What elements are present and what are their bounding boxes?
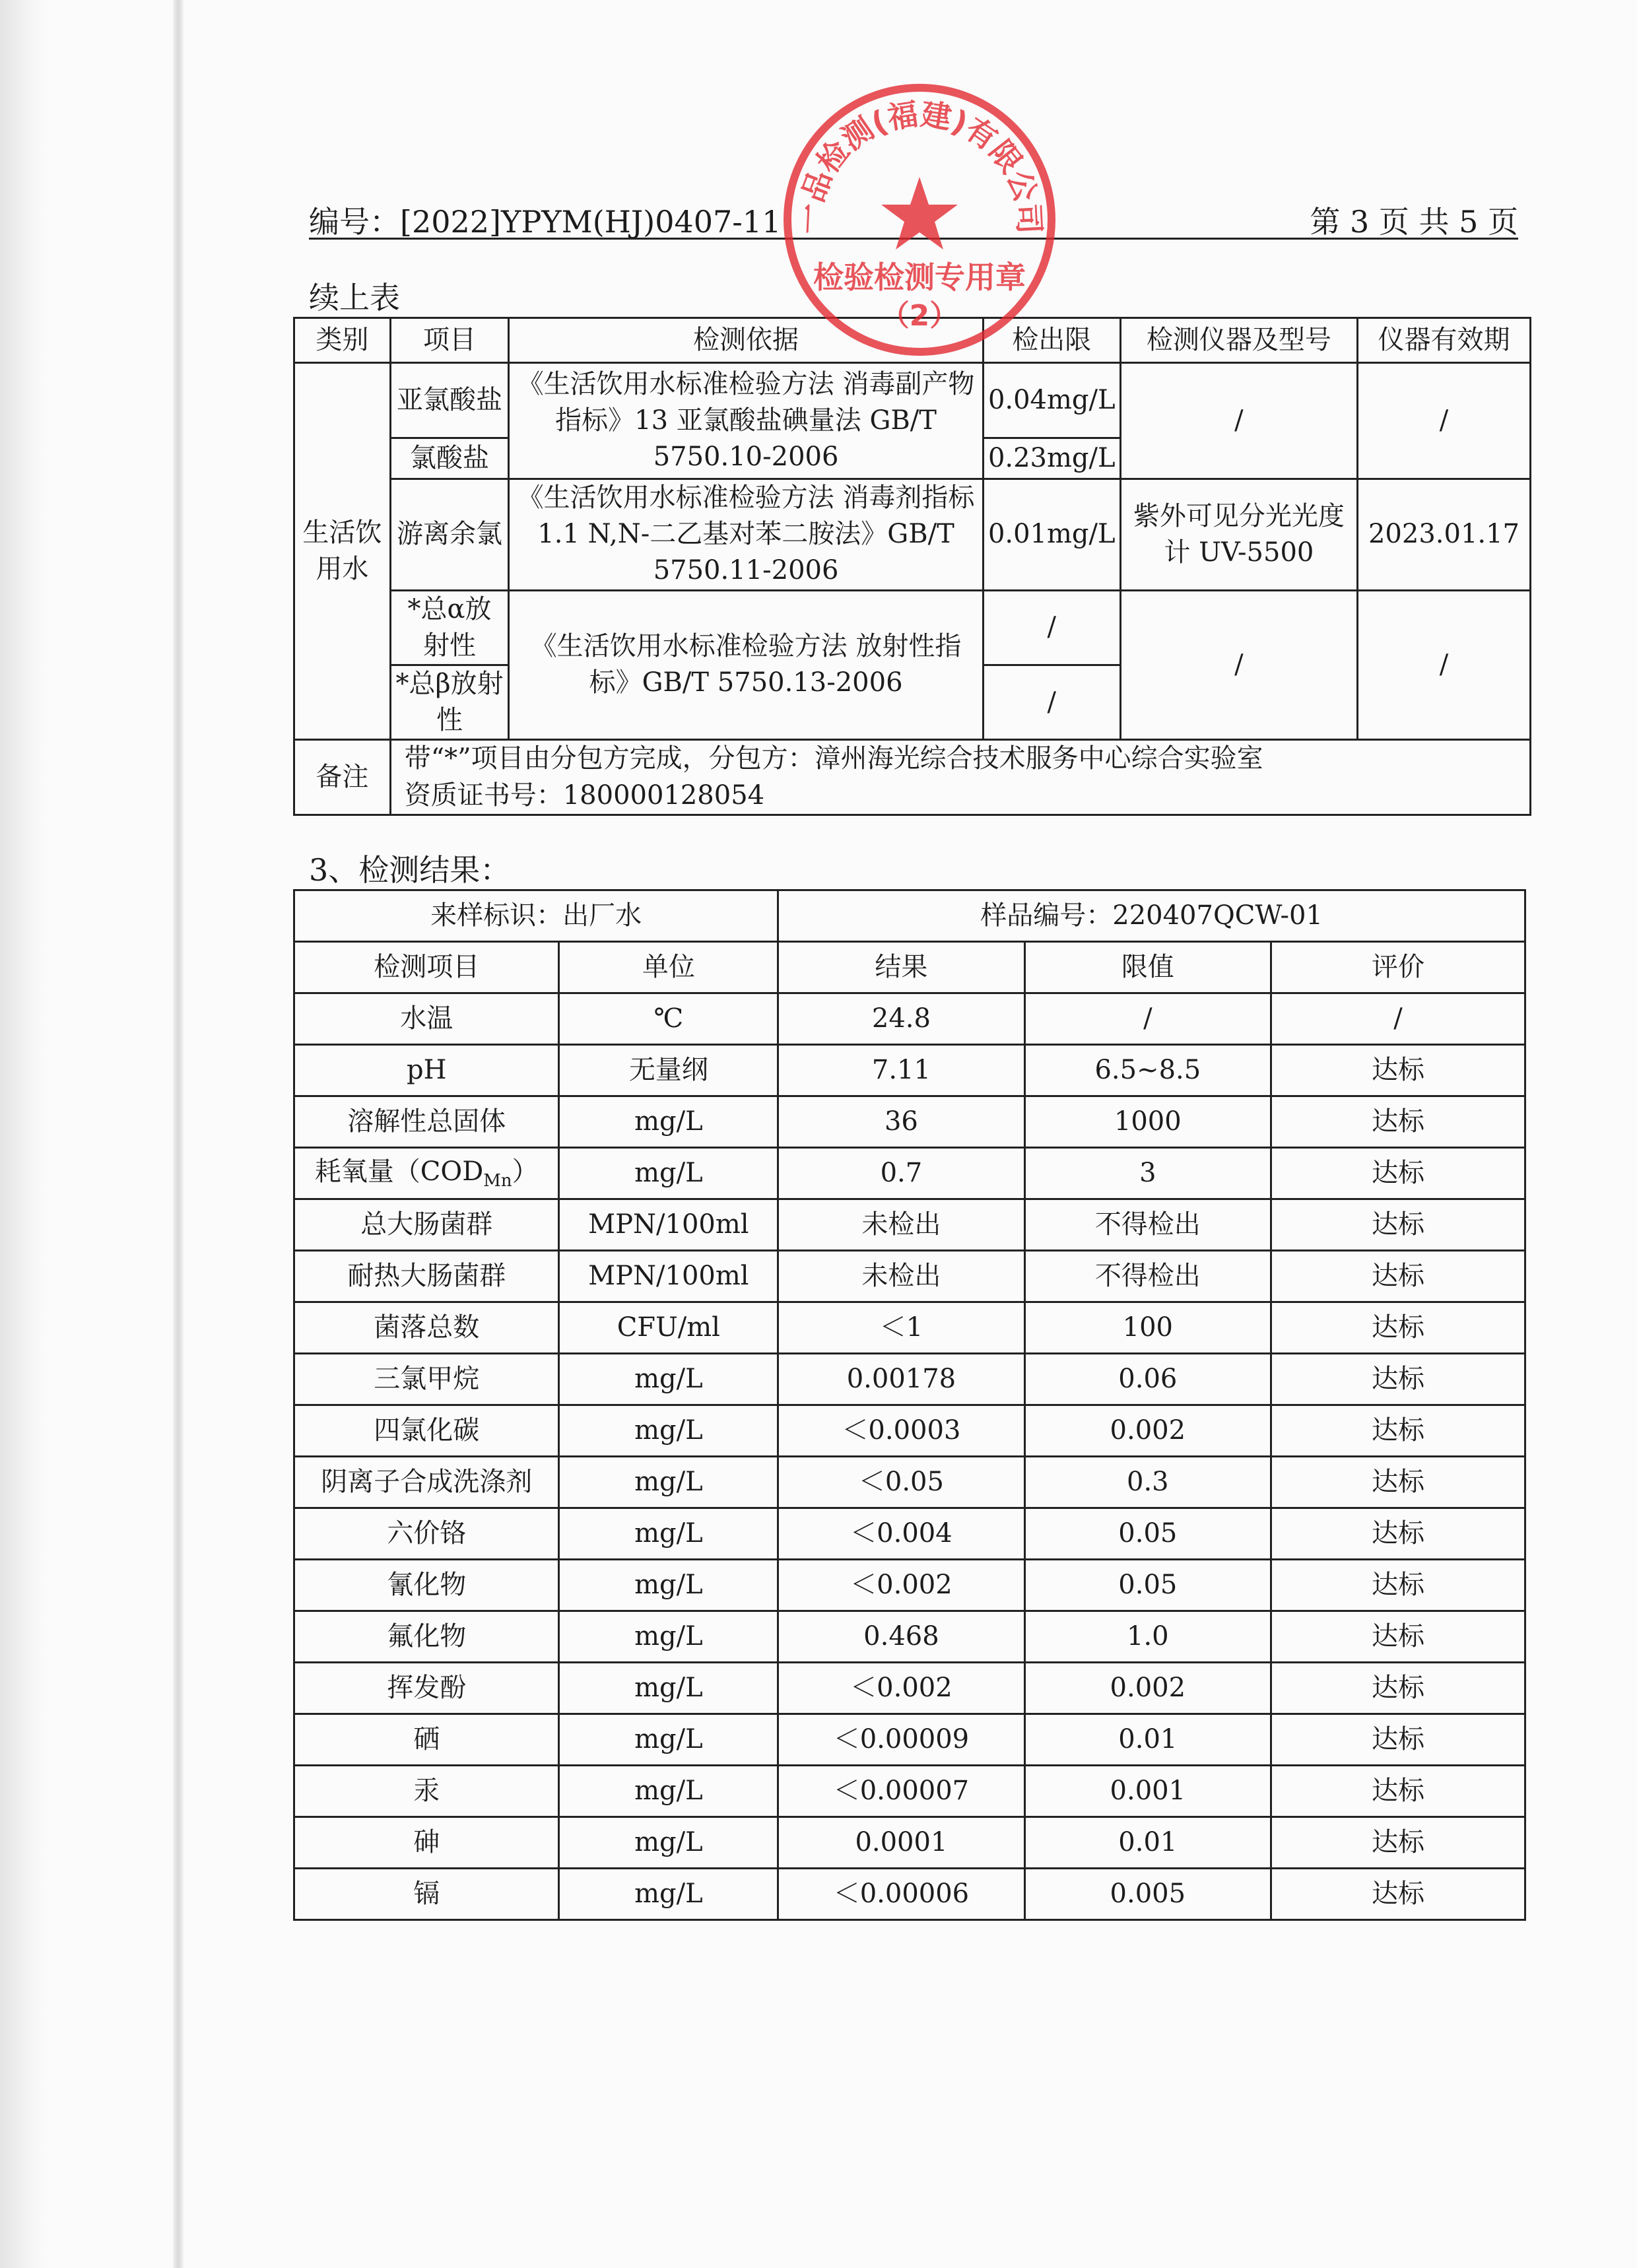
table-row <box>294 590 1531 665</box>
official-seal <box>778 78 1061 362</box>
header-cell: 检测依据 <box>509 318 983 363</box>
evaluation-cell: 达标 <box>1271 1045 1525 1096</box>
limit-cell: 6.5~8.5 <box>1024 1045 1271 1096</box>
table-row <box>294 1148 1525 1199</box>
unit-cell: CFU/ml <box>559 1302 778 1354</box>
table-row <box>294 1560 1525 1611</box>
evaluation-cell: / <box>1271 993 1525 1045</box>
result-cell: 7.11 <box>778 1045 1024 1096</box>
result-cell: ＜0.004 <box>778 1508 1024 1560</box>
item-cell: 汞 <box>294 1766 559 1817</box>
item-cell: 挥发酚 <box>294 1663 559 1714</box>
unit-cell: mg/L <box>559 1663 778 1714</box>
remark-label: 备注 <box>294 740 391 815</box>
result-cell: 36 <box>778 1096 1024 1148</box>
item-cell: 耐热大肠菌群 <box>294 1251 559 1302</box>
item-cell: 镉 <box>294 1869 559 1920</box>
header-cell: 仪器有效期 <box>1358 318 1531 363</box>
instrument-cell: 紫外可见分光光度计 UV-5500 <box>1120 479 1357 591</box>
result-cell: ＜0.00007 <box>778 1766 1024 1817</box>
evaluation-cell: 达标 <box>1271 1354 1525 1405</box>
unit-cell: mg/L <box>559 1817 778 1869</box>
result-cell: ＜0.0003 <box>778 1405 1024 1457</box>
cod-subscript: Mn <box>483 1170 512 1191</box>
header-cell: 项目 <box>390 318 509 363</box>
result-cell: ＜0.002 <box>778 1663 1024 1714</box>
results-header <box>294 942 1525 993</box>
seal-company-path: 一品检测(福建)有限公司 <box>791 96 1048 235</box>
method-table <box>293 317 1531 816</box>
result-cell: 0.7 <box>778 1148 1024 1199</box>
evaluation-cell: 达标 <box>1271 1766 1525 1817</box>
evaluation-cell: 达标 <box>1271 1560 1525 1611</box>
table-row <box>294 1045 1525 1096</box>
table-row <box>294 1096 1525 1148</box>
unit-cell: mg/L <box>559 1869 778 1920</box>
item-cell: 阴离子合成洗涤剂 <box>294 1457 559 1508</box>
item-cell: *总α放射性 <box>390 590 509 665</box>
unit-cell: mg/L <box>559 1766 778 1817</box>
evaluation-cell: 达标 <box>1271 1457 1525 1508</box>
evaluation-cell: 达标 <box>1271 1096 1525 1148</box>
table-row <box>294 1869 1525 1920</box>
item-cell: 溶解性总固体 <box>294 1096 559 1148</box>
limit-cell: 0.23mg/L <box>983 438 1120 479</box>
item-cell: 水温 <box>294 993 559 1045</box>
limit-cell: 0.01mg/L <box>983 479 1120 591</box>
result-cell: ＜0.05 <box>778 1457 1024 1508</box>
result-cell: ＜1 <box>778 1302 1024 1354</box>
evaluation-cell: 达标 <box>1271 1663 1525 1714</box>
unit-cell: mg/L <box>559 1714 778 1766</box>
item-cell: 砷 <box>294 1817 559 1869</box>
results-table <box>293 889 1526 1921</box>
header-cell: 检测仪器及型号 <box>1120 318 1357 363</box>
item-cell: 六价铬 <box>294 1508 559 1560</box>
item-cell: 三氯甲烷 <box>294 1354 559 1405</box>
evaluation-cell: 达标 <box>1271 1405 1525 1457</box>
result-cell: 未检出 <box>778 1199 1024 1251</box>
limit-cell: 不得检出 <box>1024 1199 1271 1251</box>
basis-cell: 《生活饮用水标准检验方法 放射性指标》GB/T 5750.13-2006 <box>509 590 983 740</box>
remark-cert: 资质证书号：180000128054 <box>404 780 765 811</box>
unit-cell: MPN/100ml <box>559 1251 778 1302</box>
table-row <box>294 1508 1525 1560</box>
basis-cell: 《生活饮用水标准检验方法 消毒剂指标 1.1 N,N-二乙基对苯二胺法》GB/T 5750.11-2006 <box>509 479 983 591</box>
sample-id: 来样标识：出厂水 <box>294 890 778 942</box>
limit-cell: 0.06 <box>1024 1354 1271 1405</box>
limit-cell: 0.3 <box>1024 1457 1271 1508</box>
limit-cell: / <box>1024 993 1271 1045</box>
limit-cell: 0.04mg/L <box>983 363 1120 438</box>
evaluation-cell: 达标 <box>1271 1714 1525 1766</box>
table-row <box>294 993 1525 1045</box>
evaluation-cell: 达标 <box>1271 1148 1525 1199</box>
basis-cell: 《生活饮用水标准检验方法 消毒副产物指标》13 亚氯酸盐碘量法 GB/T 5750.10-2006 <box>509 363 983 479</box>
seal-purpose: 检验检测专用章 <box>813 259 1026 295</box>
limit-cell: 100 <box>1024 1302 1271 1354</box>
result-cell: 0.00178 <box>778 1354 1024 1405</box>
remark-text: 带“*”项目由分包方完成，分包方：漳州海光综合技术服务中心综合实验室 <box>404 743 1263 774</box>
limit-cell: / <box>983 665 1120 739</box>
item-cell: 亚氯酸盐 <box>390 363 509 438</box>
scan-binding-line <box>173 0 184 2268</box>
unit-cell: mg/L <box>559 1457 778 1508</box>
evaluation-cell: 达标 <box>1271 1869 1525 1920</box>
table-row <box>294 1405 1525 1457</box>
remark-row <box>294 740 1531 815</box>
unit-cell: ℃ <box>559 993 778 1045</box>
item-cell-cod <box>294 1148 559 1199</box>
category-cell: 生活饮用水 <box>294 363 391 740</box>
header-cell: 检出限 <box>983 318 1120 363</box>
table-row <box>294 479 1531 591</box>
table-row <box>294 1611 1525 1663</box>
limit-cell: 3 <box>1024 1148 1271 1199</box>
result-cell: ＜0.00009 <box>778 1714 1024 1766</box>
limit-cell: 不得检出 <box>1024 1251 1271 1302</box>
evaluation-cell: 达标 <box>1271 1302 1525 1354</box>
result-cell: 0.468 <box>778 1611 1024 1663</box>
header-cell: 检测项目 <box>294 942 559 993</box>
limit-cell: 0.005 <box>1024 1869 1271 1920</box>
unit-cell: mg/L <box>559 1096 778 1148</box>
unit-cell: mg/L <box>559 1611 778 1663</box>
section-title: 3、检测结果： <box>309 852 511 888</box>
limit-cell: 0.001 <box>1024 1766 1271 1817</box>
limit-cell: / <box>983 590 1120 665</box>
validity-cell: / <box>1358 363 1531 479</box>
sample-no: 样品编号：220407QCW-01 <box>778 890 1525 942</box>
header-cell: 类别 <box>294 318 391 363</box>
limit-cell: 0.05 <box>1024 1560 1271 1611</box>
header-cell: 限值 <box>1024 942 1271 993</box>
unit-cell: mg/L <box>559 1148 778 1199</box>
unit-cell: mg/L <box>559 1354 778 1405</box>
limit-cell: 1000 <box>1024 1096 1271 1148</box>
result-cell: 未检出 <box>778 1251 1024 1302</box>
sample-row <box>294 890 1525 942</box>
continued-label: 续上表 <box>309 280 400 316</box>
result-cell: 24.8 <box>778 993 1024 1045</box>
validity-cell: 2023.01.17 <box>1358 479 1531 591</box>
table-row <box>294 363 1531 438</box>
unit-cell: mg/L <box>559 1508 778 1560</box>
item-cell: 菌落总数 <box>294 1302 559 1354</box>
item-cell: pH <box>294 1045 559 1096</box>
scan-edge-shadow <box>0 0 46 2268</box>
item-cell: 氯酸盐 <box>390 438 509 479</box>
limit-cell: 0.05 <box>1024 1508 1271 1560</box>
table-row <box>294 1457 1525 1508</box>
cod-label-end: ） <box>512 1156 539 1187</box>
seal-star-icon <box>881 177 958 250</box>
page-indicator: 第 3 页 共 5 页 <box>1310 204 1518 240</box>
result-cell: ＜0.00006 <box>778 1869 1024 1920</box>
cod-label: 耗氧量（COD <box>314 1156 484 1187</box>
remark-content <box>390 740 1530 815</box>
table-row <box>294 1714 1525 1766</box>
result-cell: 0.0001 <box>778 1817 1024 1869</box>
item-cell: 硒 <box>294 1714 559 1766</box>
result-cell: ＜0.002 <box>778 1560 1024 1611</box>
item-cell: 四氯化碳 <box>294 1405 559 1457</box>
report-number: 编号：[2022]YPYM(HJ)0407-11 <box>309 204 782 240</box>
unit-cell: mg/L <box>559 1405 778 1457</box>
instrument-cell: / <box>1120 590 1357 740</box>
table-row <box>294 1354 1525 1405</box>
limit-cell: 0.01 <box>1024 1714 1271 1766</box>
limit-cell: 0.002 <box>1024 1405 1271 1457</box>
limit-cell: 0.002 <box>1024 1663 1271 1714</box>
item-cell: *总β放射性 <box>390 665 509 739</box>
item-cell: 氰化物 <box>294 1560 559 1611</box>
limit-cell: 1.0 <box>1024 1611 1271 1663</box>
unit-cell: MPN/100ml <box>559 1199 778 1251</box>
evaluation-cell: 达标 <box>1271 1508 1525 1560</box>
table-row <box>294 1302 1525 1354</box>
evaluation-cell: 达标 <box>1271 1611 1525 1663</box>
table-row <box>294 1766 1525 1817</box>
unit-cell: mg/L <box>559 1560 778 1611</box>
item-cell: 总大肠菌群 <box>294 1199 559 1251</box>
unit-cell: 无量纲 <box>559 1045 778 1096</box>
table-row <box>294 1817 1525 1869</box>
item-cell: 氟化物 <box>294 1611 559 1663</box>
evaluation-cell: 达标 <box>1271 1199 1525 1251</box>
item-cell: 游离余氯 <box>390 479 509 591</box>
limit-cell: 0.01 <box>1024 1817 1271 1869</box>
table-row <box>294 1199 1525 1251</box>
evaluation-cell: 达标 <box>1271 1817 1525 1869</box>
header-cell: 单位 <box>559 942 778 993</box>
evaluation-cell: 达标 <box>1271 1251 1525 1302</box>
header-cell: 评价 <box>1271 942 1525 993</box>
table-row <box>294 1663 1525 1714</box>
table-row <box>294 1251 1525 1302</box>
instrument-cell: / <box>1120 363 1357 479</box>
header-cell: 结果 <box>778 942 1024 993</box>
seal-number: （2） <box>880 299 959 333</box>
validity-cell: / <box>1358 590 1531 740</box>
